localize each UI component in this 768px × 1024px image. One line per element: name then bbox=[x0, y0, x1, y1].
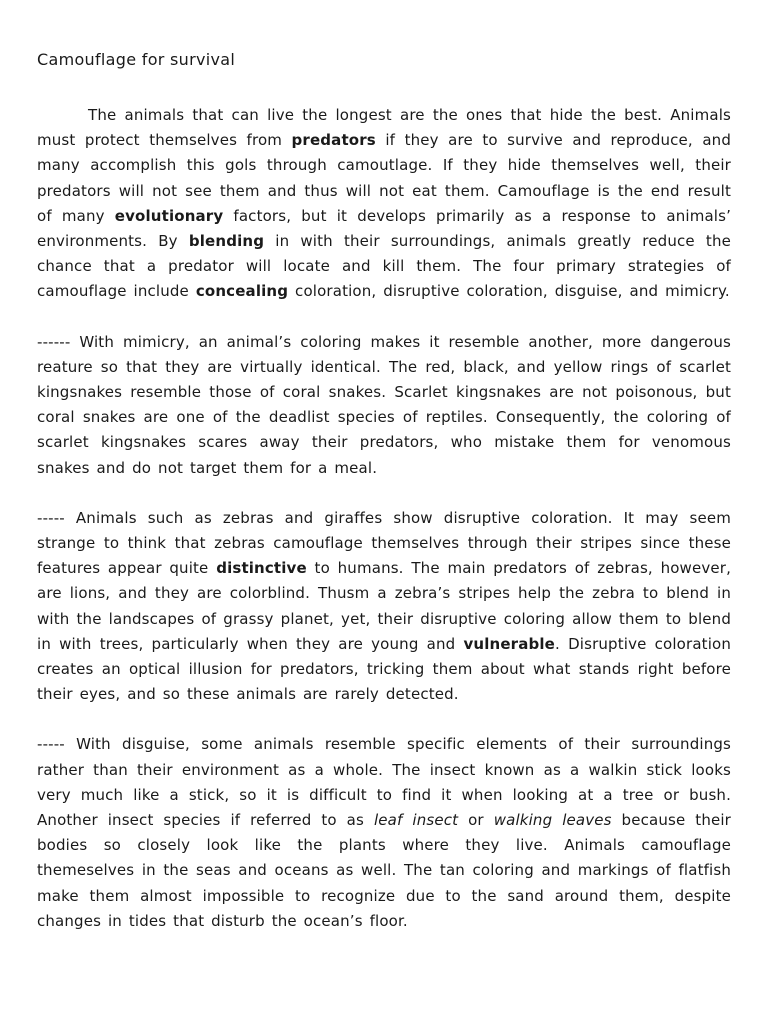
italic-term: leaf insect bbox=[373, 811, 459, 830]
paragraph bbox=[37, 732, 731, 934]
paragraph-text: coloration, disruptive coloration, disguise, and mimicry. bbox=[288, 282, 730, 301]
paragraph bbox=[37, 103, 731, 305]
paragraph-text: factors, but it develops primarily as a response to animals’ environments. By bbox=[37, 206, 731, 251]
paragraph-text: because their bodies so closely look like the plants where they live. Animals camouflage themeselves in the seas and oceans as well. The tan coloring and markings of flatfish make them almost impossible to recognize due to the sand around them, despite changes in tides that disturb the ocean’s floor. bbox=[37, 811, 732, 930]
paragraph-text: . Disruptive coloration creates an optical illusion for predators, tricking them about what stands right before their eyes, and so these animals are rarely detected. bbox=[37, 634, 731, 704]
paragraph-text: The animals that can live the longest are the ones that hide the best. Animals must protect themselves from bbox=[37, 106, 731, 150]
bold-term: concealing bbox=[195, 282, 289, 301]
paragraph-text: ----- With disguise, some animals resemble specific elements of their surroundings rather than their environment as a whole. The insect known as a walkin stick looks very much like a stick, so it is difficult to find it when looking at a tree or bush. Another insect species if referred to as bbox=[37, 735, 731, 830]
paragraph-text: ------ With mimicry, an animal’s coloring makes it resemble another, more dangerous reature so that they are virtually identical. The red, black, and yellow rings of scarlet kingsnakes resemble those of coral snakes. Scarlet kingsnakes are not poisonous, but coral snakes are one of the deadlist species of reptiles. Consequently, the coloring of scarlet kingsnakes scares away their predators, who mistake them for venomous snakes and do not target them for a meal. bbox=[37, 332, 731, 477]
bold-term: evolutionary bbox=[114, 206, 224, 225]
paragraph-text: in with their surroundings, animals greatly reduce the chance that a predator will locate and kill them. The four primary strategies of camouflage include bbox=[37, 232, 731, 301]
paragraph-text: if they are to survive and reproduce, and many accomplish this gols through camoutlage. If they hide themselves well, their predators will not see them and thus will not eat them. Camouflage is the end result of many bbox=[37, 131, 732, 225]
document-body bbox=[37, 103, 731, 934]
bold-term: vulnerable bbox=[463, 634, 556, 653]
paragraph bbox=[37, 330, 731, 481]
paragraph-text: or bbox=[458, 811, 494, 830]
bold-term: distinctive bbox=[216, 559, 307, 578]
bold-term: blending bbox=[188, 232, 265, 251]
bold-term: predators bbox=[291, 131, 376, 150]
paragraph-text: ----- Animals such as zebras and giraffes show disruptive coloration. It may seem strange to think that zebras camouflage themselves through their stripes since these features appear quite bbox=[37, 508, 731, 578]
italic-term: walking leaves bbox=[493, 811, 612, 830]
paragraph-text: to humans. The main predators of zebras, however, are lions, and they are colorblind. Thusm a zebra’s stripes help the zebra to blend in with the landscapes of grassy planet, yet, their disruptive coloring allow them to blend in with trees, particularly when they are young and bbox=[37, 559, 731, 653]
paragraph bbox=[37, 506, 731, 708]
document-title: Camouflage for survival bbox=[37, 50, 236, 69]
